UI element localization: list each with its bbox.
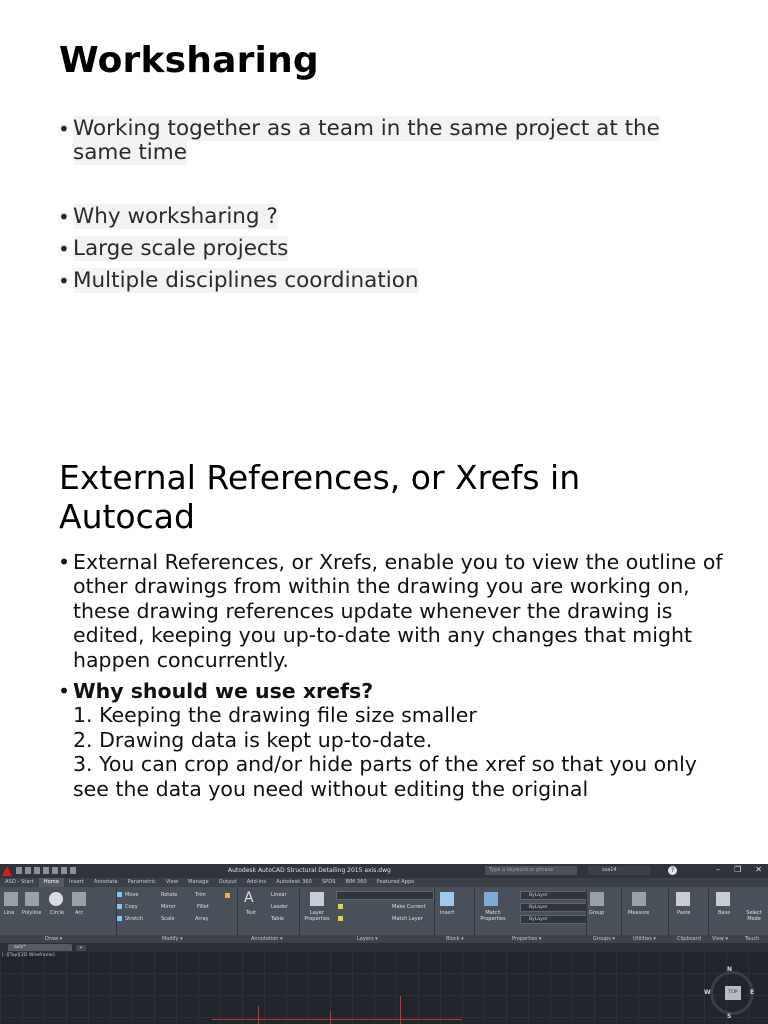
layer-dropdown[interactable] xyxy=(336,891,434,900)
close-button[interactable]: ✕ xyxy=(755,865,762,874)
viewcube-compass[interactable] xyxy=(710,971,754,1015)
redo-icon[interactable] xyxy=(70,867,76,874)
compass-east-label[interactable]: E xyxy=(750,989,755,996)
stretch-icon xyxy=(117,916,122,921)
text-button[interactable]: Text xyxy=(246,910,257,916)
circle-icon[interactable] xyxy=(49,892,63,906)
panel-touch[interactable]: Touch xyxy=(745,936,760,942)
panel-divider xyxy=(668,889,669,941)
compass-north-label[interactable]: N xyxy=(727,966,733,973)
tab-autodesk-360[interactable]: Autodesk 360 xyxy=(276,879,312,885)
array-button[interactable]: Array xyxy=(195,916,209,922)
bullet-item: • Why worksharing ? xyxy=(58,205,708,229)
tab-parametric[interactable]: Parametric xyxy=(127,879,156,885)
undo-icon[interactable] xyxy=(61,867,67,874)
rotate-button[interactable]: Rotate xyxy=(161,892,178,898)
base-button[interactable]: Base xyxy=(718,910,731,916)
user-sign-in[interactable]: ssa14 xyxy=(588,866,650,875)
panel-divider xyxy=(474,889,475,941)
tab-manage[interactable]: Manage xyxy=(188,879,209,885)
panel-divider xyxy=(299,889,300,941)
color-dropdown[interactable]: ByLayer xyxy=(520,891,587,900)
tab-add-ins[interactable]: Add-ins xyxy=(246,879,267,885)
red-axis-line xyxy=(212,1019,462,1020)
bullet-item: • Large scale projects xyxy=(58,237,708,261)
viewcube-top-face[interactable]: TOP xyxy=(725,986,741,1000)
xrefs-title: External References, or Xrefs in Autocad xyxy=(59,458,581,536)
reason-item: 2. Drawing data is kept up-to-date. xyxy=(73,727,433,752)
match-properties-icon[interactable] xyxy=(484,892,498,906)
polyline-button[interactable]: Polyline xyxy=(22,910,42,916)
panel-layers[interactable]: Layers ▾ xyxy=(357,936,378,942)
why-xrefs-heading: • Why should we use xrefs? xyxy=(73,679,374,704)
leader-button[interactable]: Leader xyxy=(271,904,289,910)
panel-divider xyxy=(621,889,622,941)
xrefs-bullets xyxy=(58,550,723,801)
autocad-title-bar xyxy=(0,864,768,878)
search-input[interactable]: Type a keyword or phrase xyxy=(485,866,577,875)
arc-icon[interactable] xyxy=(72,892,86,906)
help-icon[interactable]: ? xyxy=(668,866,677,875)
worksharing-title: Worksharing xyxy=(59,40,319,81)
line-icon[interactable] xyxy=(4,892,18,906)
make-current-button[interactable]: Make Current xyxy=(392,904,426,910)
red-axis-line xyxy=(400,996,401,1024)
window-controls xyxy=(716,865,762,874)
line-button[interactable]: Line xyxy=(4,910,15,916)
trim-button[interactable]: Trim xyxy=(195,892,206,898)
panel-draw[interactable]: Draw ▾ xyxy=(45,936,63,942)
bullet-item: • Multiple disciplines coordination xyxy=(58,269,708,293)
panel-divider xyxy=(708,889,709,941)
group-icon[interactable] xyxy=(590,892,604,906)
linear-dimension-button[interactable]: Linear xyxy=(271,892,287,898)
stretch-button[interactable]: Stretch xyxy=(125,916,144,922)
viewport-controls[interactable]: [–][Top][2D Wireframe] xyxy=(2,953,55,958)
linetype-dropdown[interactable]: ByLayer xyxy=(520,903,587,912)
panel-divider xyxy=(586,889,587,941)
panel-properties[interactable]: Properties ▾ xyxy=(512,936,542,942)
tab-asd-start[interactable]: ASD - Start xyxy=(5,879,34,885)
panel-clipboard[interactable]: Clipboard xyxy=(677,936,701,942)
copy-button[interactable]: Copy xyxy=(125,904,138,910)
fillet-button[interactable]: Fillet xyxy=(197,904,209,910)
panel-utilities[interactable]: Utilities ▾ xyxy=(633,936,656,942)
lineweight-dropdown[interactable]: ByLayer xyxy=(520,915,587,924)
restore-button[interactable]: ❐ xyxy=(734,865,742,874)
panel-block[interactable]: Block ▾ xyxy=(446,936,464,942)
polyline-icon[interactable] xyxy=(25,892,39,906)
group-button[interactable]: Group xyxy=(589,910,605,916)
mirror-button[interactable]: Mirror xyxy=(161,904,176,910)
ribbon-panel-labels xyxy=(0,935,768,943)
move-button[interactable]: Move xyxy=(125,892,139,898)
plot-icon[interactable] xyxy=(52,867,58,874)
compass-south-label[interactable]: S xyxy=(727,1013,732,1020)
new-tab-button[interactable]: + xyxy=(76,945,86,951)
scale-button[interactable]: Scale xyxy=(161,916,175,922)
new-icon[interactable] xyxy=(16,867,22,874)
reason-item: 3. You can crop and/or hide parts of the xref so that you only see the data you need without editing the original xyxy=(73,752,697,801)
move-icon xyxy=(117,892,122,897)
red-axis-line xyxy=(330,1011,331,1024)
panel-divider xyxy=(434,889,435,941)
panel-groups[interactable]: Groups ▾ xyxy=(593,936,615,942)
quick-access-toolbar xyxy=(16,867,76,874)
tab-featured-apps[interactable]: Featured Apps xyxy=(376,879,415,885)
xrefs-paragraph: • External References, or Xrefs, enable you to view the outline of other drawings from within the drawing you are working on, these drawing references update whenever the drawing is edited, keeping you up-to-date with any changes that might happen concurrently. xyxy=(58,550,723,672)
ribbon-tabs xyxy=(0,878,768,887)
bullet-item: • Working together as a team in the same project at the same time xyxy=(58,117,708,165)
base-view-icon[interactable] xyxy=(716,892,730,906)
erase-icon[interactable] xyxy=(225,893,230,898)
open-icon[interactable] xyxy=(25,867,31,874)
tab-output[interactable]: Output xyxy=(218,879,237,885)
text-icon: A xyxy=(244,890,254,906)
layer-state-icon[interactable] xyxy=(338,904,343,909)
tab-bim-360[interactable]: BIM 360 xyxy=(345,879,367,885)
arc-button[interactable]: Arc xyxy=(75,910,84,916)
panel-divider xyxy=(237,889,238,941)
document-tabs xyxy=(0,943,768,951)
worksharing-bullets xyxy=(58,117,708,293)
measure-icon[interactable] xyxy=(632,892,646,906)
compass-west-label[interactable]: W xyxy=(704,989,711,996)
panel-annotation[interactable]: Annotation ▾ xyxy=(251,936,283,942)
tab-home[interactable]: Home xyxy=(39,878,64,887)
measure-button[interactable]: Measure xyxy=(628,910,650,916)
autocad-logo-icon[interactable] xyxy=(2,866,12,876)
paste-button[interactable]: Paste xyxy=(677,910,691,916)
paste-icon[interactable] xyxy=(676,892,690,906)
document-tab-axis[interactable]: axis* xyxy=(8,944,72,951)
layer-isolate-icon[interactable] xyxy=(338,916,343,921)
tab-insert[interactable]: Insert xyxy=(69,879,84,885)
layer-properties-button[interactable]: Layer Properties xyxy=(304,910,330,922)
circle-button[interactable]: Circle xyxy=(50,910,65,916)
layer-properties-icon[interactable] xyxy=(310,892,324,906)
autocad-screenshot xyxy=(0,864,768,1024)
minimize-button[interactable]: – xyxy=(716,865,721,874)
save-icon[interactable] xyxy=(34,867,40,874)
tab-view[interactable]: View xyxy=(165,879,179,885)
reason-item: 1. Keeping the drawing file size smaller xyxy=(73,703,477,728)
tab-annotate[interactable]: Annotate xyxy=(93,879,118,885)
why-xrefs-item xyxy=(58,679,723,801)
red-axis-line xyxy=(258,1006,259,1024)
copy-icon xyxy=(117,904,122,909)
insert-button[interactable]: Insert xyxy=(440,910,455,916)
drawing-viewport[interactable] xyxy=(0,951,768,1024)
panel-view[interactable]: View ▾ xyxy=(712,936,728,942)
tab-spds[interactable]: SPDS xyxy=(321,879,336,885)
insert-block-icon[interactable] xyxy=(440,892,454,906)
window-title: Autodesk AutoCAD Structural Detailing 2015 axis.dwg xyxy=(228,867,391,874)
save-as-icon[interactable] xyxy=(43,867,49,874)
panel-modify[interactable]: Modify ▾ xyxy=(162,936,183,942)
match-layer-button[interactable]: Match Layer xyxy=(392,916,423,922)
match-properties-button[interactable]: Match Properties xyxy=(480,910,506,922)
select-mode-button[interactable]: Select Mode xyxy=(746,910,762,922)
table-button[interactable]: Table xyxy=(271,916,284,922)
